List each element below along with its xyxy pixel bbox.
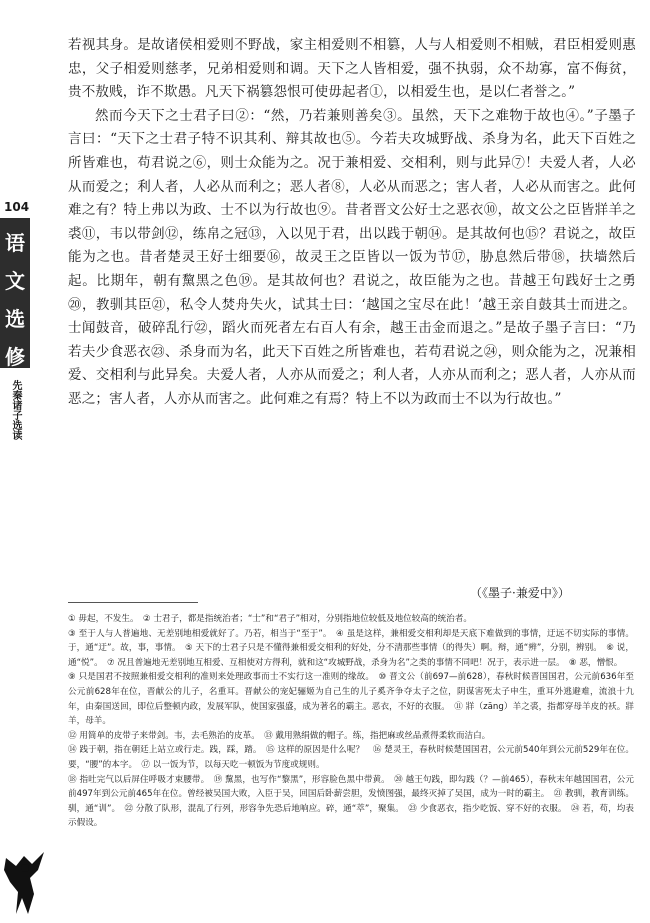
page-number: 104: [4, 200, 30, 214]
ink-figure-icon: [2, 848, 48, 918]
footnote: ⑫ 用简单的皮带子来带剑。韦，去毛熟治的皮革。 ⑬ 戴用熟绢做的帽子。练，指把麻或丝品煮得柔软而洁白。: [68, 730, 491, 741]
side-tab-char: 文: [5, 269, 25, 293]
side-tab-subtitle: 先秦诸子选读: [10, 380, 21, 440]
paragraph: 然而今天下之士君子曰②：“然，乃若兼则善矣③。虽然，天下之难物于故也④。”子墨子言曰：“天下之士君子特不识其利、辩其故也⑤。今若夫攻城野战、杀身为名，此天下百姓之所皆难也，苟君说之⑥，则士众能为之。况于兼相爱、交相利，则与此异⑦！夫爱人者，人必从而爱之；利人者，人必从而利之；恶人者⑧，人必从而恶之；害人者，人必从而害之。此何难之有？特上弗以为政、士不以为行故也⑨。昔者晋文公好士之恶衣⑩，故文公之臣皆牂羊之裘⑪，韦以带剑⑫，练帛之冠⑬，入以见于君，出以践于朝⑭。是其故何也⑮？君说之，故臣能为之也。昔者楚灵王好士细要⑯，故灵王之臣皆以一饭为节⑰，胁息然后带⑱，扶墙然后起。比期年，朝有黧黑之色⑲。是其故何也？君说之，故臣能为之也。昔越王句践好士之勇⑳，教驯其臣㉑，私令人焚舟失火，试其士曰：‘越国之宝尽在此！’越王亲自鼓其士而进之。士闻鼓音，破碎乱行㉒，蹈火而死者左右百人有余，越王击金而退之。”是故子墨子言曰：“乃若夫少食恶衣㉓、杀身而为名，此天下百姓之所皆难也，若苟君说之㉔，则众能为之，况兼相爱、交相利与此异矣。夫爱人者，人亦从而爱之；利人者，人亦从而利之；恶人者，人亦从而恶之；害人者，人亦从而害之。此何难之有焉？特上不以为政而士不以为行故也。”: [68, 107, 636, 407]
paragraph: 若视其身。是故诸侯相爱则不野战，家主相爱则不相篡，人与人相爱则不相贼，君臣相爱则惠忠，父子相爱则慈孝，兄弟相爱则和调。天下之人皆相爱，强不执弱，众不劫寡，富不侮贫，贵不敖贱，诈不欺愚。凡天下祸篡怨恨可使毋起者①，以相爱生也，是以仁者誉之。”: [68, 37, 636, 101]
footnote: ⑱ 指吐完气以后屏住呼吸才束腰带。 ⑲ 黧黑，也写作“黎黑”，形容脸色黑中带黄。 ⑳ 越王句践，即勾践（？—前465），春秋末年越国国君，公元前497年到公元前465年在位。曾经被吴国大败，入臣于吴，回国后卧薪尝胆，发愤图强，最终灭掉了吴国，成为一时的霸主。 ㉑ 教驯，教育训练。驯，通“训”。 ㉒ 分散了队形，混乱了行列，形容争先恐后地响应。碎，通“萃”，聚集。 ㉓ 少食恶衣，指少吃饭、穿不好的衣服。 ㉔ 若，苟，均表示假设。: [68, 774, 634, 829]
footnote: ③ 至于人与人普遍地、无差别地相爱就好了。乃若，相当于“至于”。 ④ 虽是这样，兼相爱交相利却是天底下难做到的事情，迂远不切实际的事情。于，通“迂”。故，事，事情。 ⑤ 天下的士君子只是不懂得兼相爱交相利的好处，分不清那些事情（的得失）啊。辩，通“辨”，分别，辨别。 ⑥ 说，通“悦”。 ⑦ 况且普遍地无差别地互相爱、互相使对方得利，就和这“攻城野战，杀身为名”之类的事情不同吧！况于，表示进一层。 ⑧ 恶，憎恨。: [68, 628, 634, 668]
side-tab-char: 修: [5, 345, 25, 369]
side-tab: [0, 218, 30, 368]
side-tab-char: 选: [5, 307, 25, 331]
main-text: [68, 34, 636, 412]
footnote: ① 毋起，不发生。 ② 士君子，都是指统治者；“士”和“君子”相对，分别指地位较低及地位较高的统治者。: [68, 614, 472, 624]
footnotes: [68, 612, 634, 831]
side-tab-char: 语: [5, 231, 25, 255]
footnote: ⑨ 只是国君不按照兼相爱交相利的准则来处理政事而士不实行这一准则的缘故。 ⑩ 晋文公（前697—前628），春秋时候晋国国君，公元前636年至公元前628年在位，晋献公的儿子，名重耳。晋献公的宠妃骊姬为自己生的儿子奚齐争夺太子之位，阴谋害死太子申生，重耳外逃避难，流浪十九年，由秦国送回，即位后整顿内政，发展军队，使国家强盛，成为著名的霸主。恶衣，不好的衣服。 ⑪ 牂（zāng）羊之裘，指都穿母羊皮的袄。牂羊，母羊。: [68, 672, 634, 727]
footnote: ⑭ 践于朝，指在朝廷上站立或行走。践，踩，踏。 ⑮ 这样的原因是什么呢？ ⑯ 楚灵王，春秋时候楚国国君，公元前540年到公元前529年在位。要，“腰”的本字。 ⑰ 以一饭为节，以每天吃一顿饭为节度或规则。: [68, 745, 634, 770]
footnote-divider: [68, 602, 198, 603]
source-citation: （《墨子·兼爱中》）: [470, 586, 570, 600]
